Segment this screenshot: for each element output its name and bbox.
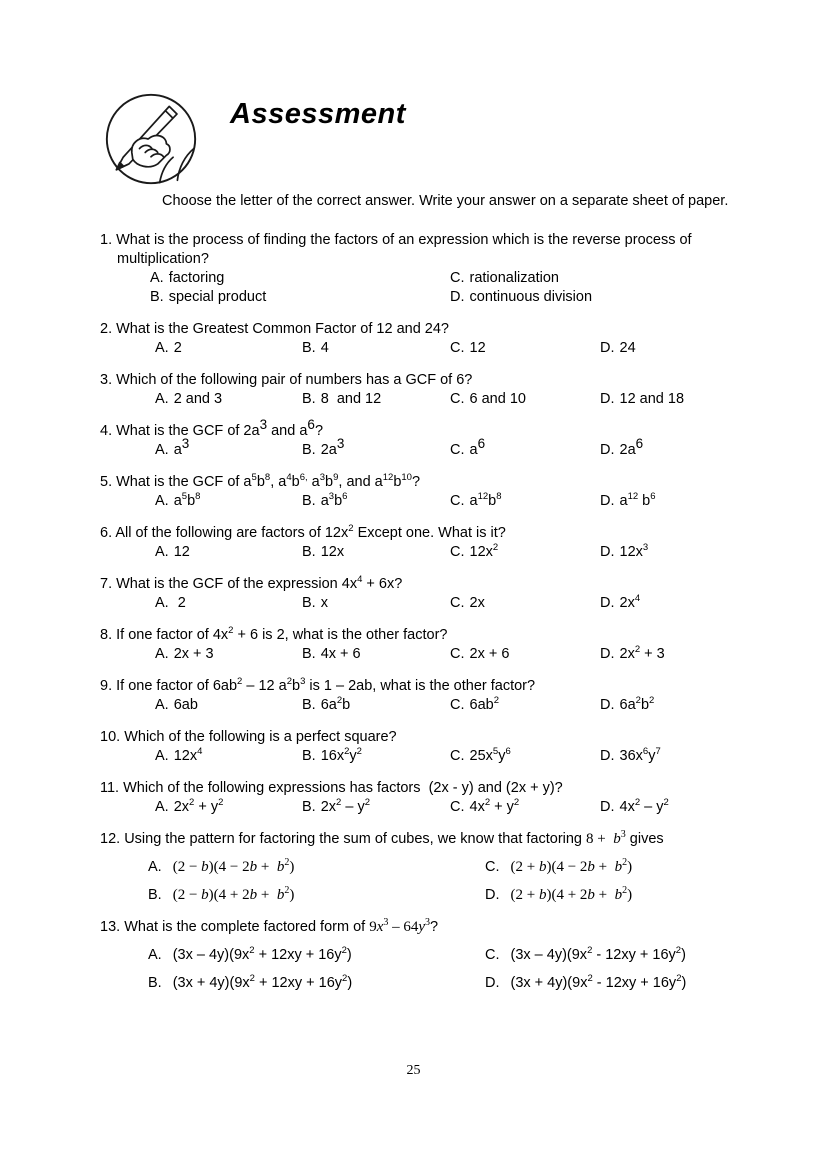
option-label: B. [302,748,316,764]
option-text: $2a^6$ [619,436,644,458]
option-text: 4 [320,340,329,356]
option-label: D. [450,289,465,305]
page-title: Assessment [230,98,406,130]
option-text: $a^3$ [173,436,190,458]
option-label: D. [600,595,615,611]
question-2 [100,320,745,358]
option-label: C. [450,748,465,764]
option-a [155,436,302,460]
option-text: 2 [173,595,186,611]
question-options [155,594,745,613]
question-8 [100,626,745,664]
question-3 [100,371,745,409]
option-label: C. [485,859,500,875]
option-label: A. [148,947,162,963]
question-options [155,747,745,766]
writing-hand-icon [103,91,199,187]
option-text: rationalization [469,270,559,286]
question-number: 2. [100,321,113,337]
assessment-content [100,192,745,1006]
option-c [450,269,745,288]
option-label: B. [302,442,316,458]
option-text: $6a^2b$ [320,695,351,713]
instructions-text: Choose the letter of the correct answer. Write your answer on a separate sheet of paper. [162,193,729,209]
question-text: 11. Which of the following expressions has factors (2x - y) and (2x + y)? [100,780,563,796]
question-list [100,231,745,993]
option-c [450,436,600,460]
option-label: A. [155,391,169,407]
option-text: 12 [469,340,486,356]
option-text: $a^{12}b^8$ [469,491,502,509]
question-options [155,696,745,715]
option-text: $(3x - 4y)(9x^2 + 12xy + 16y^2)$ [172,945,352,963]
option-d [600,645,745,664]
question-10 [100,728,745,766]
option-d [600,594,745,613]
option-label: D. [600,493,615,509]
option-text: $(3x + 4y)(9x^2 + 12xy + 16y^2)$ [172,973,353,991]
question-options [148,946,745,993]
option-label: C. [450,270,465,286]
option-d [600,747,745,766]
option-label: C. [450,442,465,458]
question-number: 5. [100,474,113,490]
option-d [600,492,745,511]
option-d [485,886,745,905]
option-label: B. [302,697,316,713]
option-label: A. [155,646,169,662]
question-text: 13. What is the complete factored form of $9x^3 - 64y^3$? [100,917,439,935]
option-text: $2x^4$ [619,593,641,611]
question-1 [100,231,745,307]
option-text: $12x^2$ [469,542,499,560]
question-5 [100,473,745,511]
option-text: 2 and 3 [173,391,223,407]
question-number: 12. [100,831,121,847]
option-a [148,858,485,877]
option-text: $16x^2y^2$ [320,746,362,764]
option-d [450,288,745,307]
question-7 [100,575,745,613]
option-label: A. [150,270,164,286]
question-number: 7. [100,576,113,592]
option-text: $(2 - b)(4 + 2b + b^2)$ [172,885,295,903]
option-a [155,594,302,613]
option-text: $12x^3$ [619,542,649,560]
option-label: B. [150,289,164,305]
option-c [450,645,600,664]
question-number: 11. [100,780,120,796]
option-b [302,798,450,817]
option-d [600,798,745,817]
option-text: $(3x - 4y)(9x^2 - 12xy + 16y^2)$ [510,945,686,963]
question-options [155,436,745,460]
option-text: $(2 + b)(4 + 2b + b^2)$ [510,885,633,903]
option-text: x [320,595,328,611]
option-text: $a^3b^6$ [320,491,348,509]
option-label: C. [450,799,465,815]
option-d [600,696,745,715]
question-options [155,645,745,664]
option-label: D. [600,442,615,458]
option-label: B. [302,646,316,662]
option-c [450,594,600,613]
question-text: 5. What is the GCF of $a^5b^8$, $a^4b^{6,}$ $a^3b^9$, and $a^{12}b^{10}$? [100,472,421,490]
option-text: $2a^3$ [320,436,345,458]
option-d [600,543,745,562]
option-c [450,492,600,511]
option-c [450,696,600,715]
question-number: 13. [100,919,121,935]
option-label: B. [302,340,316,356]
option-label: C. [450,493,465,509]
option-text: 12 [173,544,190,560]
question-number: 4. [100,423,113,439]
option-label: A. [155,340,169,356]
option-text: 24 [619,340,636,356]
option-label: D. [600,799,615,815]
option-text: $a^{12}$ $b^6$ [619,491,656,509]
option-text: 2x [469,595,485,611]
question-12 [100,830,745,905]
question-number: 8. [100,627,113,643]
option-a [155,543,302,562]
option-text: $12x^4$ [173,746,203,764]
option-c [450,747,600,766]
option-text: $a^5b^8$ [173,491,201,509]
option-label: A. [155,544,169,560]
option-text: $6a^2b^2$ [619,695,655,713]
question-options [148,858,745,905]
option-b [302,594,450,613]
option-a [155,390,302,409]
option-b [302,696,450,715]
option-label: B. [302,391,316,407]
question-13 [100,918,745,993]
option-label: D. [600,646,615,662]
question-text: 9. If one factor of $6ab^2 - 12$ $a^2b^3$ is 1 – 2ab, what is the other factor? [100,676,536,694]
option-text: factoring [168,270,225,286]
question-number: 3. [100,372,113,388]
option-d [600,339,745,358]
question-options [155,492,745,511]
question-text: 1. What is the process of finding the factors of an expression which is the reverse process of multiplication? [100,232,692,267]
question-options [150,269,745,307]
option-label: A. [155,697,169,713]
option-text: $25x^5y^6$ [469,746,511,764]
option-text: 8 and 12 [320,391,382,407]
option-text: 12 and 18 [619,391,685,407]
question-text: 10. Which of the following is a perfect square? [100,729,397,745]
option-label: C. [485,947,500,963]
option-text: 6ab [173,697,198,713]
option-label: A. [148,859,162,875]
option-b [302,543,450,562]
option-label: D. [600,748,615,764]
option-text: $(2 + b)(4 - 2b + b^2)$ [510,857,633,875]
option-label: A. [155,493,169,509]
option-text: continuous division [469,289,593,305]
option-text: 2x + 3 [173,646,214,662]
option-label: B. [302,595,316,611]
option-label: B. [302,493,316,509]
option-a [155,339,302,358]
question-text: 6. All of the following are factors of $12x^2$ Except one. What is it? [100,523,506,541]
option-a [155,492,302,511]
option-c [450,798,600,817]
option-a [155,645,302,664]
question-text: 3. Which of the following pair of numbers has a GCF of 6? [100,372,473,388]
option-label: B. [148,887,162,903]
option-text: special product [168,289,267,305]
question-6 [100,524,745,562]
option-text: 12x [320,544,345,560]
question-options [155,543,745,562]
option-label: A. [155,748,169,764]
option-b [302,436,450,460]
question-text: 8. If one factor of $4x^2 + 6$ is 2, what is the other factor? [100,625,448,643]
option-b [148,974,485,993]
option-label: C. [450,697,465,713]
option-a [155,747,302,766]
option-label: C. [450,391,465,407]
question-text: 12. Using the pattern for factoring the sum of cubes, we know that factoring $8 + b^3$ gives [100,829,664,847]
option-label: B. [302,799,316,815]
option-label: A. [155,595,169,611]
question-number: 1. [100,232,113,248]
option-text: $(3x + 4y)(9x^2 - 12xy + 16y^2)$ [510,973,687,991]
option-text: $(2 - b)(4 - 2b + b^2)$ [172,857,295,875]
question-number: 10. [100,729,121,745]
question-options [155,798,745,817]
option-label: C. [450,595,465,611]
question-4 [100,417,745,460]
option-label: C. [450,340,465,356]
question-text: 4. What is the GCF of $2a^3$ and $a^6$? [100,417,324,439]
option-b [302,339,450,358]
option-d [600,390,745,409]
option-c [450,339,600,358]
option-text: $a^6$ [469,436,486,458]
option-text: $2x^2 + y^2$ [173,797,224,815]
option-c [450,390,600,409]
option-b [150,288,450,307]
option-text: $4x^2 + y^2$ [469,797,520,815]
option-label: C. [450,646,465,662]
option-text: $36x^6y^7$ [619,746,661,764]
option-label: A. [155,799,169,815]
question-options [155,339,745,358]
option-label: B. [302,544,316,560]
option-label: C. [450,544,465,560]
question-11 [100,779,745,817]
question-text: 2. What is the Greatest Common Factor of 12 and 24? [100,321,449,337]
option-text: 6 and 10 [469,391,526,407]
option-a [155,696,302,715]
option-d [600,436,745,460]
option-c [485,946,745,965]
option-text: $6ab^2$ [469,695,499,713]
option-c [485,858,745,877]
page-number: 25 [406,1063,421,1078]
option-text: $4x^2 - y^2$ [619,797,669,815]
option-text: 2x + 6 [469,646,510,662]
option-label: D. [600,340,615,356]
option-b [302,747,450,766]
question-number: 9. [100,678,113,694]
option-label: B. [148,975,162,991]
option-text: $2x^2 - y^2$ [320,797,370,815]
option-label: D. [600,391,615,407]
option-label: D. [600,697,615,713]
option-a [155,798,302,817]
option-a [150,269,450,288]
question-number: 6. [100,525,113,541]
option-text: 4x + 6 [320,646,361,662]
option-label: D. [485,887,500,903]
option-b [302,492,450,511]
option-b [302,390,450,409]
option-d [485,974,745,993]
question-text: 7. What is the GCF of the expression $4x^4 + 6x$? [100,574,403,592]
question-options [155,390,745,409]
option-text: 2 [173,340,182,356]
option-b [302,645,450,664]
option-label: D. [485,975,500,991]
option-a [148,946,485,965]
option-b [148,886,485,905]
option-label: A. [155,442,169,458]
option-label: D. [600,544,615,560]
question-9 [100,677,745,715]
option-text: $2x^2 + 3$ [619,644,665,662]
option-c [450,543,600,562]
